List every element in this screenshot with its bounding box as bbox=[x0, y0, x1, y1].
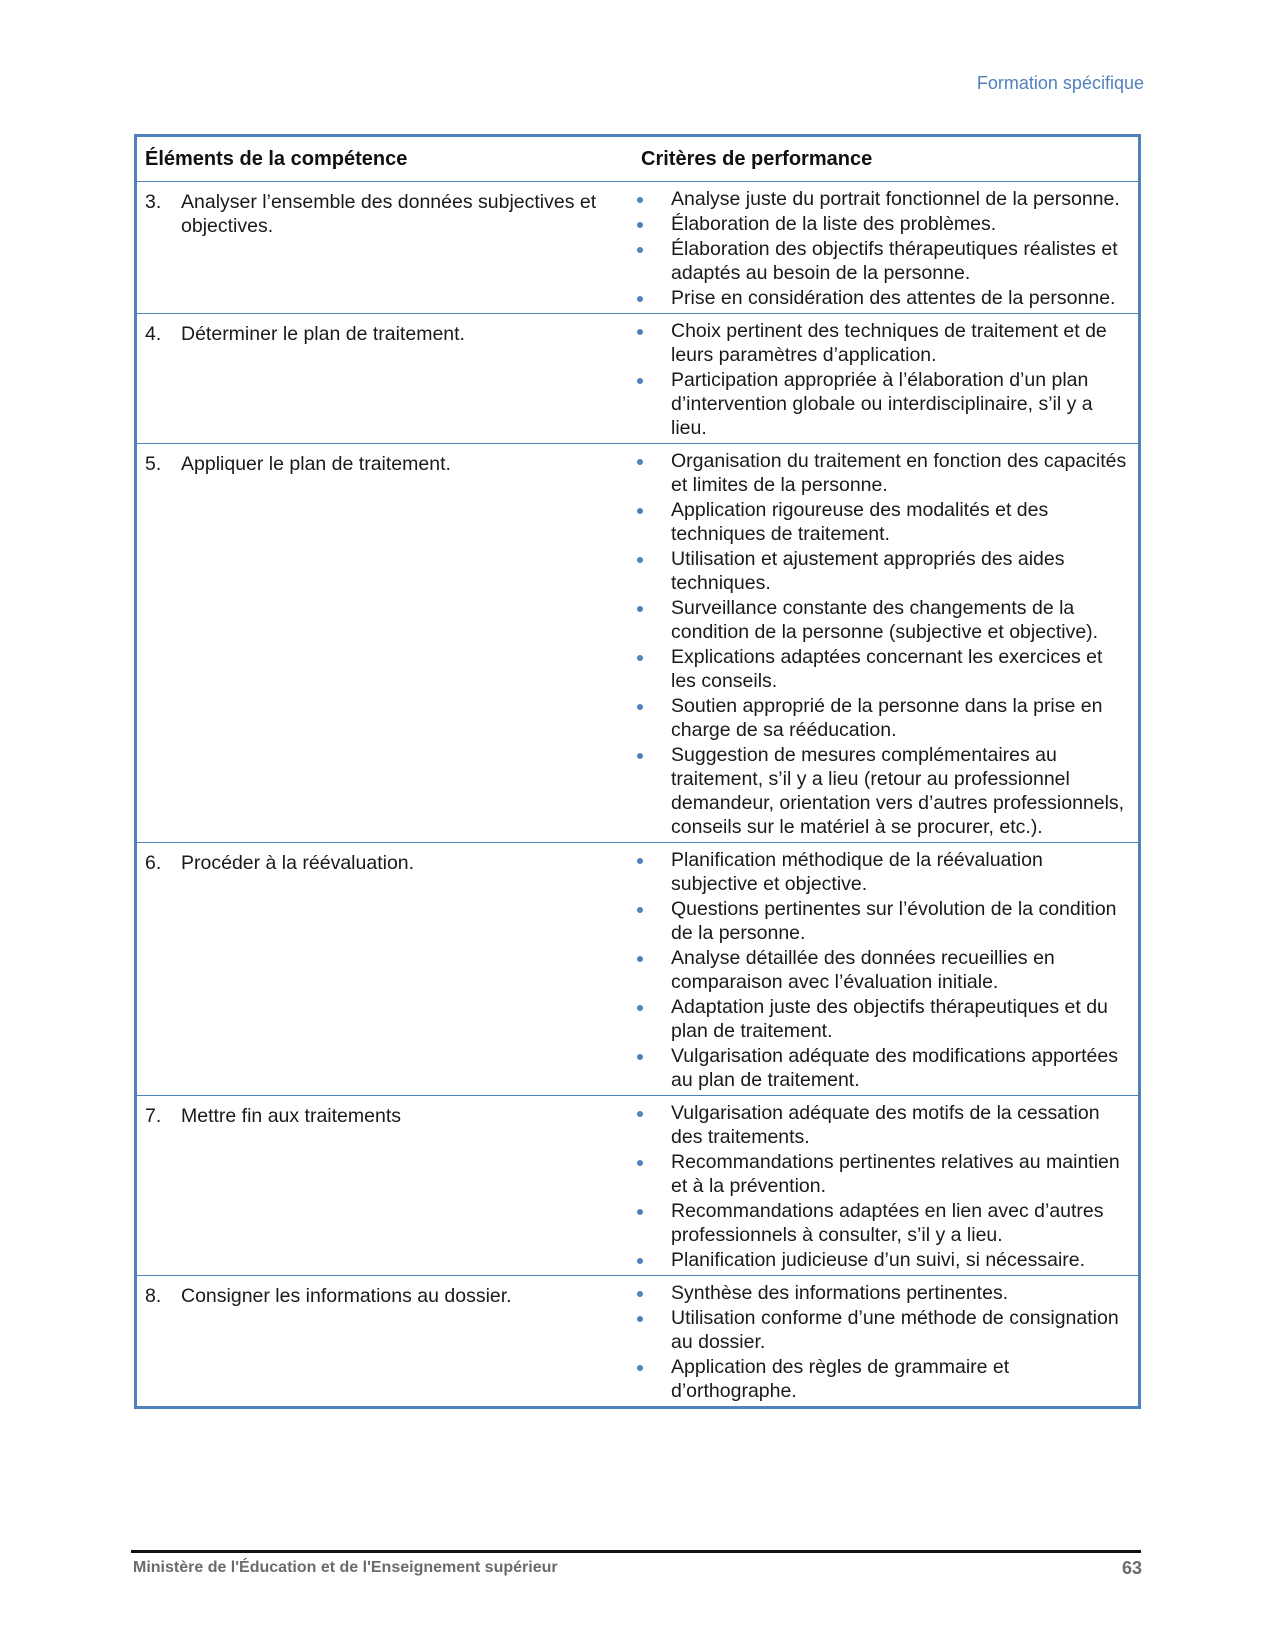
table-row bbox=[137, 842, 1138, 1095]
page-number: 63 bbox=[1121, 1558, 1142, 1578]
criterion-item: Vulgarisation adéquate des motifs de la cessation des traitements. bbox=[631, 1101, 1130, 1149]
element-text: Procéder à la réévaluation. bbox=[181, 852, 415, 874]
footer-ministry: Ministère de l'Éducation et de l'Enseignement supérieur bbox=[133, 1559, 558, 1576]
criterion-item: Analyse détaillée des données recueillies en comparaison avec l’évaluation initiale. bbox=[631, 946, 1130, 994]
criteria-cell bbox=[631, 1276, 1138, 1406]
table-row bbox=[137, 313, 1138, 443]
criteria-list bbox=[631, 1096, 1138, 1275]
element-text: Déterminer le plan de traitement. bbox=[181, 323, 465, 345]
section-label: Formation spécifique bbox=[976, 73, 1144, 93]
element-text: Consigner les informations au dossier. bbox=[181, 1285, 512, 1307]
criteria-cell bbox=[631, 1096, 1138, 1275]
criterion-item: Planification judicieuse d’un suivi, si nécessaire. bbox=[631, 1248, 1130, 1272]
element-text: Appliquer le plan de traitement. bbox=[181, 453, 451, 475]
criterion-item: Soutien approprié de la personne dans la prise en charge de sa rééducation. bbox=[631, 694, 1130, 742]
criterion-item: Application des règles de grammaire et d’orthographe. bbox=[631, 1355, 1130, 1403]
col-header-elements: Éléments de la compétence bbox=[145, 147, 408, 170]
criteria-list bbox=[631, 182, 1138, 313]
criterion-item: Utilisation conforme d’une méthode de consignation au dossier. bbox=[631, 1306, 1130, 1354]
criteria-cell bbox=[631, 843, 1138, 1095]
element-number: 3. bbox=[145, 191, 162, 213]
competence-element bbox=[145, 1096, 631, 1128]
criterion-item: Choix pertinent des techniques de traitement et de leurs paramètres d’application. bbox=[631, 319, 1130, 367]
element-cell bbox=[137, 843, 631, 1095]
element-cell bbox=[137, 1276, 631, 1406]
competence-element bbox=[145, 1276, 631, 1308]
element-number: 5. bbox=[145, 453, 162, 475]
competence-element bbox=[145, 843, 631, 875]
element-text: Mettre fin aux traitements bbox=[181, 1105, 402, 1127]
table-row bbox=[137, 443, 1138, 842]
criterion-item: Organisation du traitement en fonction des capacités et limites de la personne. bbox=[631, 449, 1130, 497]
criterion-item: Participation appropriée à l’élaboration d’un plan d’intervention globale ou interdisciplinaire, s’il y a lieu. bbox=[631, 368, 1130, 440]
criterion-item: Adaptation juste des objectifs thérapeutiques et du plan de traitement. bbox=[631, 995, 1130, 1043]
table-row bbox=[137, 1095, 1138, 1275]
criterion-item: Questions pertinentes sur l’évolution de la condition de la personne. bbox=[631, 897, 1130, 945]
criteria-cell bbox=[631, 444, 1138, 842]
criterion-item: Recommandations adaptées en lien avec d’autres professionnels à consulter, s’il y a lieu. bbox=[631, 1199, 1130, 1247]
competence-element bbox=[145, 314, 631, 346]
element-cell bbox=[137, 1096, 631, 1275]
table-row bbox=[137, 181, 1138, 313]
table-header-row bbox=[137, 137, 1138, 181]
criterion-item: Suggestion de mesures complémentaires au traitement, s’il y a lieu (retour au professionnel demandeur, orientation vers d’autres professionnels, conseils sur le matériel à se procurer, etc.). bbox=[631, 743, 1130, 839]
criteria-list bbox=[631, 843, 1138, 1095]
element-cell bbox=[137, 182, 631, 313]
criterion-item: Vulgarisation adéquate des modifications apportées au plan de traitement. bbox=[631, 1044, 1130, 1092]
element-number: 7. bbox=[145, 1105, 162, 1127]
criterion-item: Synthèse des informations pertinentes. bbox=[631, 1281, 1130, 1305]
criterion-item: Recommandations pertinentes relatives au maintien et à la prévention. bbox=[631, 1150, 1130, 1198]
criterion-item: Prise en considération des attentes de la personne. bbox=[631, 286, 1130, 310]
criterion-item: Utilisation et ajustement appropriés des aides techniques. bbox=[631, 547, 1130, 595]
element-number: 4. bbox=[145, 323, 162, 345]
competence-table bbox=[134, 134, 1141, 1409]
footer-divider bbox=[131, 1550, 1141, 1553]
criterion-item: Élaboration de la liste des problèmes. bbox=[631, 212, 1130, 236]
element-number: 6. bbox=[145, 852, 162, 874]
criteria-list bbox=[631, 444, 1138, 842]
competence-element bbox=[145, 182, 631, 238]
table-body bbox=[137, 181, 1138, 1406]
criterion-item: Élaboration des objectifs thérapeutiques réalistes et adaptés au besoin de la personne. bbox=[631, 237, 1130, 285]
criterion-item: Explications adaptées concernant les exercices et les conseils. bbox=[631, 645, 1130, 693]
element-cell bbox=[137, 444, 631, 842]
criterion-item: Analyse juste du portrait fonctionnel de la personne. bbox=[631, 187, 1130, 211]
criterion-item: Planification méthodique de la réévaluation subjective et objective. bbox=[631, 848, 1130, 896]
criterion-item: Application rigoureuse des modalités et des techniques de traitement. bbox=[631, 498, 1130, 546]
criteria-list bbox=[631, 1276, 1138, 1406]
criteria-cell bbox=[631, 314, 1138, 443]
criteria-list bbox=[631, 314, 1138, 443]
element-cell bbox=[137, 314, 631, 443]
col-header-criteria: Critères de performance bbox=[641, 147, 873, 170]
criterion-item: Surveillance constante des changements de la condition de la personne (subjective et objective). bbox=[631, 596, 1130, 644]
table-row bbox=[137, 1275, 1138, 1406]
element-text: Analyser l’ensemble des données subjectives et objectives. bbox=[181, 191, 597, 237]
competence-element bbox=[145, 444, 631, 476]
criteria-cell bbox=[631, 182, 1138, 313]
element-number: 8. bbox=[145, 1285, 162, 1307]
